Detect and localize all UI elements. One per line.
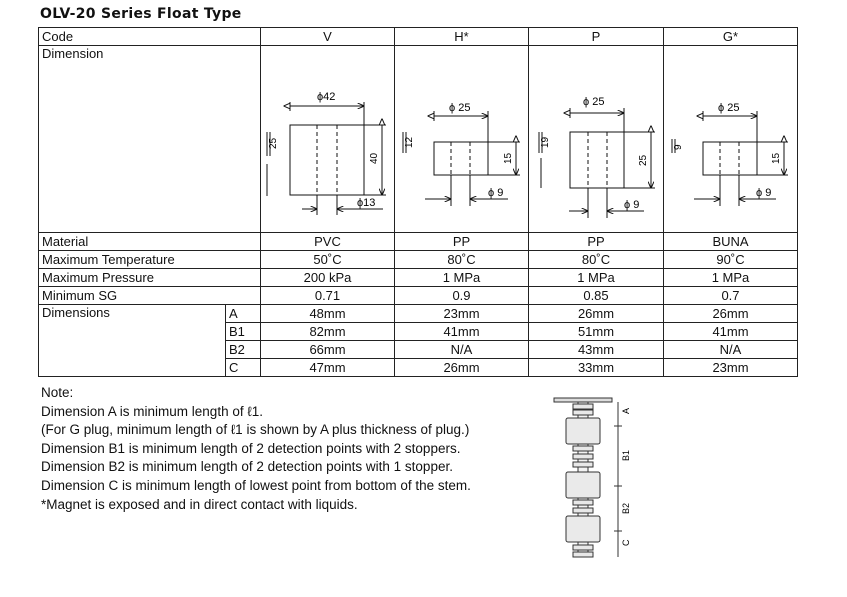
dimensions-label: Dimensions — [39, 305, 226, 377]
dimension-sub-label: C — [226, 359, 261, 377]
cell: 0.9 — [395, 287, 529, 305]
cell: 51mm — [529, 323, 664, 341]
stem-label-c: C — [621, 539, 631, 546]
cell: 47mm — [261, 359, 395, 377]
h-height-label: 15 — [503, 152, 514, 164]
float-lower — [566, 516, 600, 542]
v-stem-label: ϕ13 — [357, 197, 376, 209]
cell: 66mm — [261, 341, 395, 359]
float-middle — [566, 472, 600, 498]
diagram-p — [529, 46, 664, 233]
cell: 1 MPa — [664, 269, 798, 287]
h-width-label: ϕ 25 — [449, 102, 471, 114]
p-width-label: ϕ 25 — [583, 96, 605, 108]
note-line: (For G plug, minimum length of ℓ1 is shown by A plus thickness of plug.) — [41, 422, 470, 438]
row-label: Minimum SG — [39, 287, 261, 305]
g-width-label: ϕ 25 — [718, 102, 740, 114]
p-height-label: 25 — [638, 154, 649, 166]
float-diagram-g — [664, 46, 797, 232]
float-diagram-v — [261, 46, 394, 232]
page-title: OLV-20 Series Float Type — [40, 6, 242, 22]
stem-label-b1: B1 — [621, 449, 631, 461]
code-v: V — [261, 28, 395, 46]
g-offset-label: 9 — [673, 144, 684, 150]
note-line: Dimension C is minimum length of lowest point from bottom of the stem. — [41, 477, 471, 493]
stem-flange — [554, 398, 612, 402]
p-offset-label: 19 — [540, 136, 551, 148]
table-row — [39, 287, 798, 305]
dimension-sub-label: B1 — [226, 323, 261, 341]
cell: N/A — [664, 341, 798, 359]
cell: 26mm — [395, 359, 529, 377]
float-upper — [566, 418, 600, 444]
cell: 33mm — [529, 359, 664, 377]
cell: 0.71 — [261, 287, 395, 305]
dimension-label: Dimension — [39, 46, 261, 233]
cell: PP — [395, 233, 529, 251]
cell: 50˚C — [261, 251, 395, 269]
float-diagram-h — [395, 46, 528, 232]
note-heading: Note: — [41, 385, 74, 400]
float-diagram-p — [529, 46, 663, 232]
cell: 80˚C — [395, 251, 529, 269]
diagram-h — [395, 46, 529, 233]
note-line: Dimension B2 is minimum length of 2 detection points with 1 stopper. — [41, 459, 453, 475]
header-row — [39, 28, 798, 46]
dimension-sub-label: B2 — [226, 341, 261, 359]
cell: 80˚C — [529, 251, 664, 269]
diagram-v — [261, 46, 395, 233]
stem-label-b2: B2 — [621, 502, 631, 514]
row-label: Maximum Pressure — [39, 269, 261, 287]
cell: 26mm — [529, 305, 664, 323]
p-stem-label: ϕ 9 — [624, 199, 640, 211]
table-row — [39, 233, 798, 251]
cell: 82mm — [261, 323, 395, 341]
cell: 0.7 — [664, 287, 798, 305]
h-stem-label: ϕ 9 — [488, 187, 504, 199]
cell: 200 kPa — [261, 269, 395, 287]
cell: 23mm — [664, 359, 798, 377]
v-height-label: 40 — [369, 152, 380, 164]
g-stem-label: ϕ 9 — [756, 187, 772, 199]
cell: 48mm — [261, 305, 395, 323]
cell: 23mm — [395, 305, 529, 323]
cell: 43mm — [529, 341, 664, 359]
code-p: P — [529, 28, 664, 46]
stem-diagram — [552, 396, 642, 566]
table-row — [39, 251, 798, 269]
v-width-label: ϕ42 — [317, 91, 336, 103]
table-row — [39, 269, 798, 287]
cell: PVC — [261, 233, 395, 251]
g-height-label: 15 — [771, 152, 782, 164]
dimension-row — [39, 46, 798, 233]
diagram-g — [664, 46, 798, 233]
cell: 41mm — [395, 323, 529, 341]
cell: 0.85 — [529, 287, 664, 305]
table-row — [39, 305, 798, 323]
cell: 1 MPa — [395, 269, 529, 287]
note-line: *Magnet is exposed and in direct contact with liquids. — [41, 496, 358, 512]
row-label: Material — [39, 233, 261, 251]
cell: BUNA — [664, 233, 798, 251]
cell: 90˚C — [664, 251, 798, 269]
cell: N/A — [395, 341, 529, 359]
stem-label-a: A — [621, 407, 631, 414]
cell: 41mm — [664, 323, 798, 341]
code-h: H* — [395, 28, 529, 46]
cell: 26mm — [664, 305, 798, 323]
spec-table — [38, 27, 798, 377]
v-offset-label: 25 — [268, 137, 279, 149]
note-line: Dimension B1 is minimum length of 2 detection points with 2 stoppers. — [41, 440, 461, 456]
code-label: Code — [39, 28, 261, 46]
h-offset-label: 12 — [404, 136, 415, 148]
note-line: Dimension A is minimum length of ℓ1. — [41, 403, 263, 419]
notes-block — [41, 384, 471, 514]
dimension-sub-label: A — [226, 305, 261, 323]
row-label: Maximum Temperature — [39, 251, 261, 269]
code-g: G* — [664, 28, 798, 46]
cell: 1 MPa — [529, 269, 664, 287]
cell: PP — [529, 233, 664, 251]
